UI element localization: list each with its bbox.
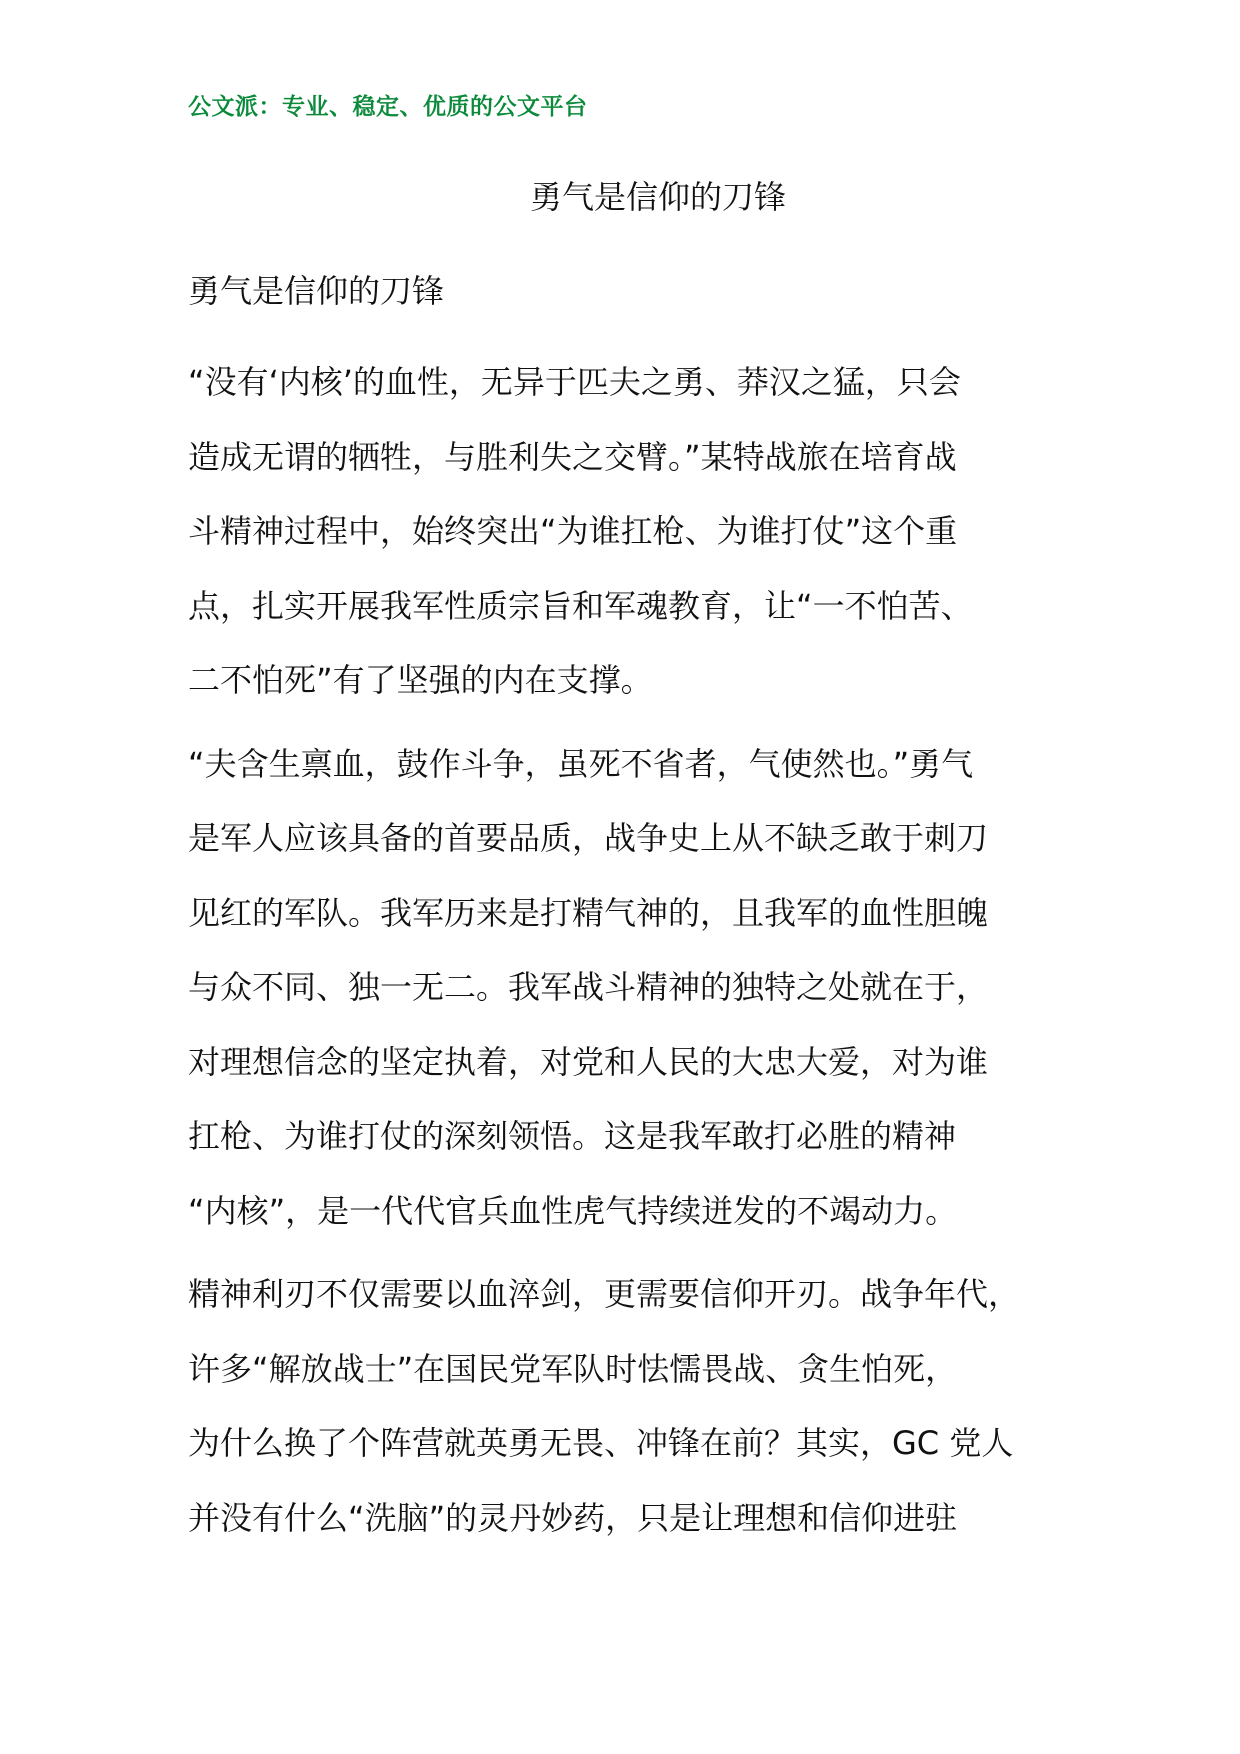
text-line: 为什么换了个阵营就英勇无畏、冲锋在前？其实，GC 党人 [188,1424,1014,1462]
text-line: 斗精神过程中，始终突出“为谁扛枪、为谁打仗”这个重 [188,512,958,550]
text-line: 点，扎实开展我军性质宗旨和军魂教育，让“一不怕苦、 [188,586,973,625]
text-line: 精神利刃不仅需要以血淬剑，更需要信仰开刃。战争年代， [188,1275,1021,1313]
text-line: 对理想信念的坚定执着，对党和人民的大忠大爱，对为谁 [188,1042,989,1081]
paragraph [188,727,1088,1249]
text-line: 二不怕死”有了坚强的内在支撑。 [188,661,653,699]
text-line: 并没有什么“洗脑”的灵丹妙药，只是让理想和信仰进驻 [188,1498,958,1537]
paragraph [188,345,1088,718]
text-line: 扛枪、为谁打仗的深刻领悟。这是我军敢打必胜的精神 [188,1117,957,1155]
platform-banner: 公文派：专业、稳定、优质的公文平台 [188,94,588,120]
text-line: 是军人应该具备的首要品质，战争史上从不缺乏敢于刺刀 [188,819,989,857]
text-line: “没有‘内核’的血性，无异于匹夫之勇、莽汉之猛，只会 [188,363,961,401]
paragraph [188,1257,1088,1555]
text-line: 许多“解放战士”在国民党军队时怯懦畏战、贪生怕死， [188,1349,958,1388]
text-line: 与众不同、独一无二。我军战斗精神的独特之处就在于， [188,968,989,1006]
text-line: 见红的军队。我军历来是打精气神的，且我军的血性胆魄 [188,893,989,932]
document-subtitle: 勇气是信仰的刀锋 [188,272,445,310]
document-body [188,345,1088,1564]
document-title: 勇气是信仰的刀锋 [529,178,786,216]
text-line: “夫含生禀血，鼓作斗争，虽死不省者，气使然也。”勇气 [188,744,974,783]
text-line: “内核”，是一代代官兵血性虎气持续迸发的不竭动力。 [188,1191,958,1230]
text-line: 造成无谓的牺牲，与胜利失之交臂。”某特战旅在培育战 [188,437,957,476]
